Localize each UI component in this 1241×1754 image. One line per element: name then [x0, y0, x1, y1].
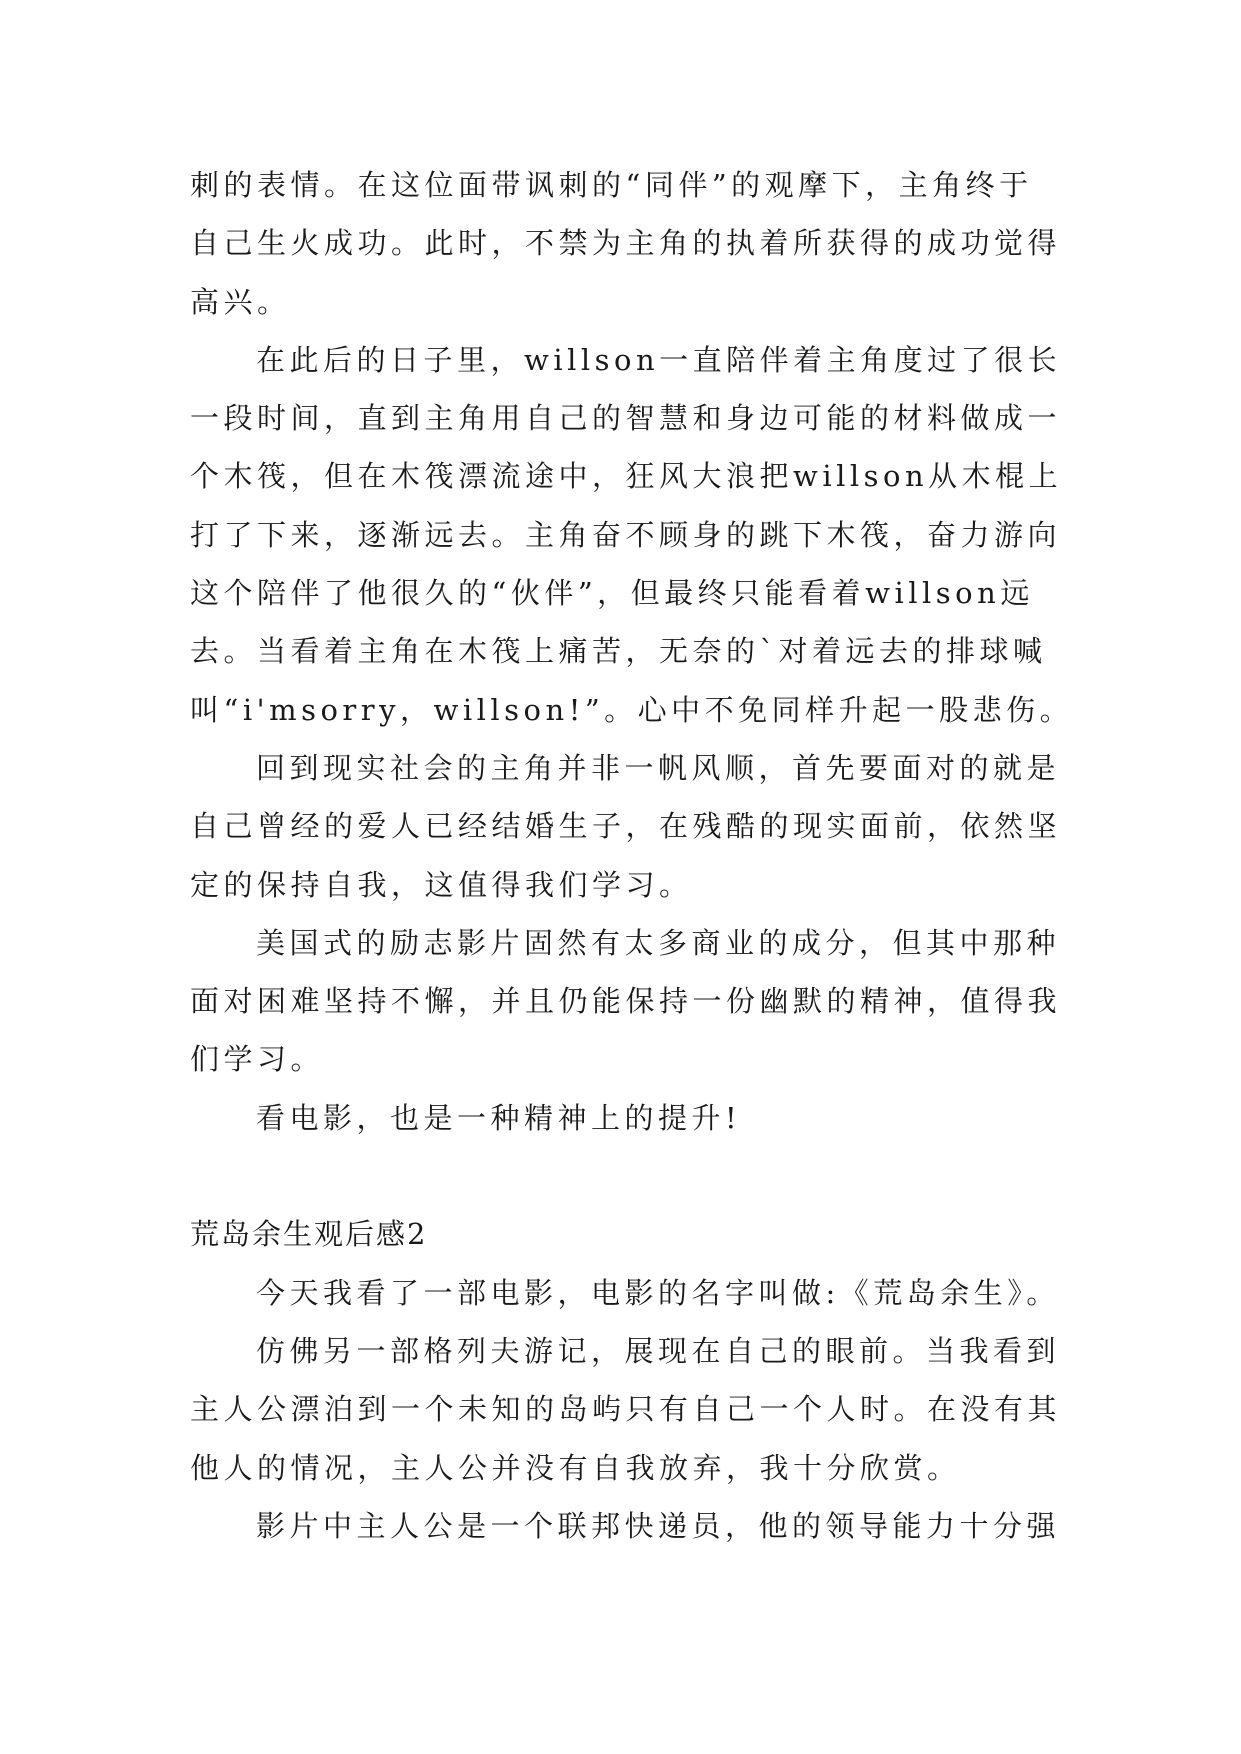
paragraph — [190, 914, 1062, 1089]
text-line: 美国式的励志影片固然有太多商业的成分，但其中那种 — [256, 925, 1061, 960]
text-line: 主人公漂泊到一个未知的岛屿只有自己一个人时。在没有其 — [190, 1392, 1062, 1427]
paragraph — [190, 739, 1062, 914]
text-line: 一段时间，直到主角用自己的智慧和身边可能的材料做成一 — [190, 401, 1062, 436]
text-line: 自己曾经的爱人已经结婚生子，在残酷的现实面前，依然坚 — [190, 809, 1062, 844]
document-body — [190, 156, 1074, 1555]
text-line: 叫“i'msorry，willson!”。心中不免同样升起一股悲伤。 — [190, 692, 1074, 727]
text-line: 面对困难坚持不懈，并且仍能保持一份幽默的精神，值得我 — [190, 984, 1062, 1019]
text-line: 打了下来，逐渐远去。主角奋不顾身的跳下木筏，奋力游向 — [190, 517, 1062, 552]
text-line: 去。当看着主角在木筏上痛苦，无奈的`对着远去的排球喊 — [190, 634, 1047, 669]
text-line: 回到现实社会的主角并非一帆风顺，首先要面对的就是 — [256, 750, 1061, 785]
text-line: 在此后的日子里，willson一直陪伴着主角度过了很长 — [256, 342, 1062, 377]
paragraph — [190, 1264, 1060, 1322]
paragraph — [190, 1089, 1052, 1147]
text-line: 定的保持自我，这值得我们学习。 — [190, 867, 693, 902]
paragraph — [190, 1497, 1061, 1555]
text-line: 影片中主人公是一个联邦快递员，他的领导能力十分强 — [256, 1508, 1061, 1543]
text-line: 看电影，也是一种精神上的提升! — [256, 1100, 742, 1135]
text-line: 今天我看了一部电影，电影的名字叫做:《荒岛余生》。 — [256, 1275, 1060, 1310]
text-line: 们学习。 — [190, 1042, 325, 1077]
text-line: 这个陪伴了他很久的“伙伴”，但最终只能看着willson远 — [190, 576, 1034, 611]
text-line: 他人的情况，主人公并没有自我放弃，我十分欣赏。 — [190, 1450, 961, 1485]
paragraph — [190, 331, 1074, 739]
paragraph-gap — [190, 1147, 1052, 1205]
text-line: 自己生火成功。此时，不禁为主角的执着所获得的成功觉得 — [190, 226, 1062, 261]
text-line: 刺的表情。在这位面带讽刺的“同伴”的观摩下，主角终于 — [190, 168, 1033, 202]
text-line: 个木筏，但在木筏漂流途中，狂风大浪把willson从木棍上 — [190, 459, 1063, 494]
text-line: 仿佛另一部格列夫游记，展现在自己的眼前。当我看到 — [256, 1333, 1061, 1368]
paragraph — [190, 1322, 1062, 1497]
section-heading: 荒岛余生观后感2 — [190, 1217, 428, 1252]
text-line: 高兴。 — [190, 284, 291, 319]
paragraph — [190, 156, 1062, 331]
